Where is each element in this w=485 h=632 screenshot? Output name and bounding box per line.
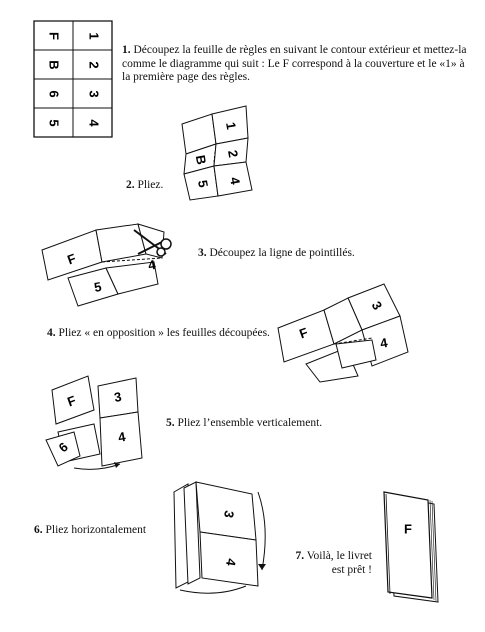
layout-grid-diagram	[33, 20, 113, 138]
step-5-label-6: 6	[55, 439, 71, 456]
step-2-number: 2.	[126, 179, 135, 191]
step-1-instruction: Découpez la feuille de règles en suivant le contour extérieur et mettez-la comme le diagramme qui suit : Le F correspond à la couverture et le «1» à la première page des règles.	[122, 44, 467, 83]
step-7-number: 7.	[295, 550, 305, 562]
step-5-fold-illustration	[38, 366, 164, 472]
grid-cell-1: 1	[86, 32, 102, 40]
step-5-label-3: 3	[112, 388, 123, 405]
grid-cell-4: 4	[86, 119, 102, 127]
step-3-instruction: Découpez la ligne de pointillés.	[209, 247, 355, 259]
step-2-fold-illustration	[172, 104, 262, 204]
step-4-text	[47, 327, 270, 341]
step-4-label-4: 4	[378, 334, 389, 351]
step-5-instruction: Pliez l’ensemble verticalement.	[177, 417, 323, 429]
grid-cell-3: 3	[86, 90, 102, 98]
step-7-text	[292, 550, 372, 577]
grid-cell-B: B	[46, 60, 62, 70]
step-2-label-4: 4	[227, 175, 244, 186]
step-3-cut-illustration	[38, 218, 198, 310]
step-6-number: 6.	[34, 524, 43, 536]
step-2-label-5: 5	[195, 178, 212, 189]
step-4-number: 4.	[47, 327, 56, 339]
grid-cell-F: F	[46, 32, 62, 40]
step-5-text	[166, 417, 322, 431]
step-2-label-2: 2	[225, 148, 242, 159]
step-2-instruction: Pliez.	[137, 179, 164, 191]
step-3-label-4: 4	[146, 256, 157, 273]
grid-cell-6: 6	[46, 90, 62, 98]
step-4-fold-illustration	[276, 282, 426, 384]
step-4-label-F: F	[297, 324, 310, 342]
step-6-text	[34, 524, 146, 538]
step-3-text	[198, 247, 355, 261]
grid-cell-2: 2	[86, 61, 102, 69]
step-2-label-B: B	[192, 153, 210, 166]
step-1-text	[122, 44, 467, 85]
step-3-label-5: 5	[92, 278, 103, 295]
step-5-label-4: 4	[116, 428, 127, 445]
step-6-label-4: 4	[223, 557, 240, 568]
step-3-label-F: F	[65, 250, 78, 268]
step-6-instruction: Pliez horizontalement	[45, 524, 147, 536]
step-5-label-F: F	[65, 392, 78, 410]
step-7-instruction: Voilà, le livret est prêt !	[306, 550, 372, 576]
step-2-text	[126, 179, 163, 193]
step-5-number: 5.	[166, 417, 175, 429]
step-1-number: 1.	[122, 44, 131, 56]
booklet-illustration	[380, 490, 450, 610]
step-4-label-3: 3	[368, 298, 386, 313]
step-6-fold-illustration	[166, 470, 274, 596]
step-2-label-1: 1	[223, 120, 240, 131]
step-6-label-3: 3	[221, 509, 238, 520]
step-4-instruction: Pliez « en opposition » les feuilles découpées.	[58, 327, 270, 339]
booklet-cover-label-F: F	[404, 521, 412, 537]
step-3-number: 3.	[198, 247, 207, 259]
grid-cell-5: 5	[46, 119, 62, 127]
